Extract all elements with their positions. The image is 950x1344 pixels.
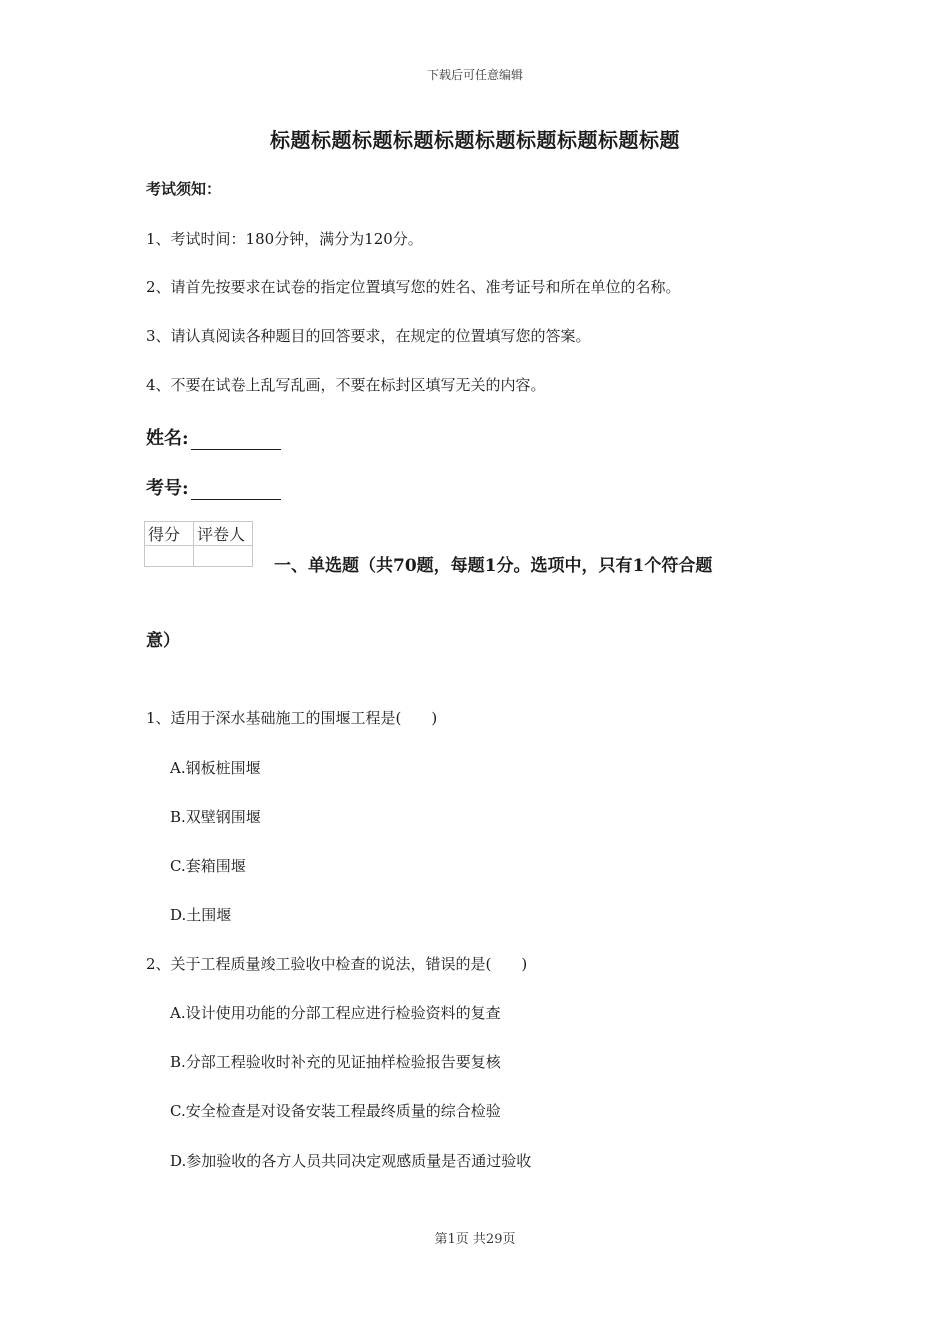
page-footer: 第1页 共29页 — [434, 1232, 516, 1247]
score-table — [144, 521, 253, 567]
name-label: 姓名: — [146, 428, 189, 449]
question-1-option-a[interactable]: A.钢板桩围堰 — [170, 759, 261, 777]
name-field — [146, 424, 281, 450]
notice-item: 2、请首先按要求在试卷的指定位置填写您的姓名、准考证号和所在单位的名称。 — [146, 278, 681, 296]
grader-header: 评卷人 — [194, 522, 253, 546]
notice-item: 1、考试时间：180分钟，满分为120分。 — [146, 230, 423, 248]
exam-id-blank[interactable] — [191, 481, 281, 500]
notice-heading: 考试须知： — [146, 180, 222, 198]
question-2: 2、关于工程质量竣工验收中检查的说法，错误的是( ) — [146, 955, 528, 973]
question-1-option-d[interactable]: D.土围堰 — [170, 906, 232, 924]
score-header: 得分 — [145, 522, 194, 546]
document-title: 标题标题标题标题标题标题标题标题标题标题 — [270, 128, 680, 152]
question-2-option-d[interactable]: D.参加验收的各方人员共同决定观感质量是否通过验收 — [170, 1152, 532, 1170]
question-1-option-b[interactable]: B.双壁钢围堰 — [170, 808, 261, 826]
question-2-option-c[interactable]: C.安全检查是对设备安装工程最终质量的综合检验 — [170, 1102, 501, 1120]
question-2-option-a[interactable]: A.设计使用功能的分部工程应进行检验资料的复查 — [170, 1004, 501, 1022]
section-title: 一、单选题（共70题，每题1分。选项中，只有1个符合题 — [274, 556, 713, 576]
section-title-continued: 意） — [146, 631, 180, 651]
question-2-option-b[interactable]: B.分部工程验收时补充的见证抽样检验报告要复核 — [170, 1053, 501, 1071]
name-blank[interactable] — [191, 431, 281, 450]
grader-cell[interactable] — [194, 546, 253, 567]
question-1: 1、适用于深水基础施工的围堰工程是( ) — [146, 709, 438, 727]
notice-item: 4、不要在试卷上乱写乱画，不要在标封区填写无关的内容。 — [146, 376, 546, 394]
exam-id-field — [146, 474, 281, 500]
notice-item: 3、请认真阅读各种题目的回答要求，在规定的位置填写您的答案。 — [146, 327, 591, 345]
score-cell[interactable] — [145, 546, 194, 567]
header-note: 下载后可任意编辑 — [426, 68, 523, 82]
question-1-option-c[interactable]: C.套箱围堰 — [170, 857, 246, 875]
exam-id-label: 考号: — [146, 478, 189, 499]
